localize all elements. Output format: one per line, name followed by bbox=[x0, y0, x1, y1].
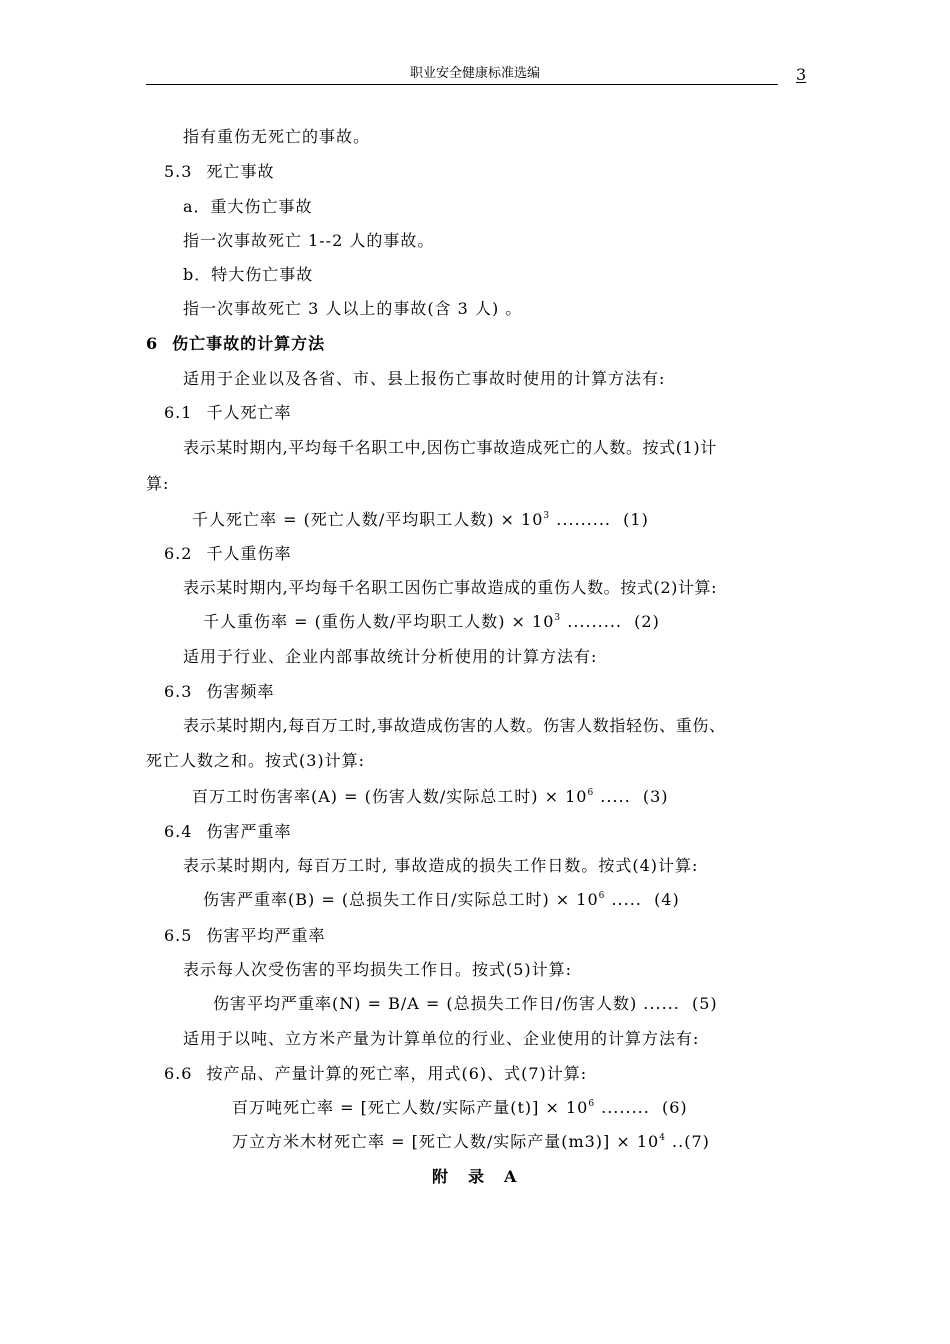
formula-exponent: 6 bbox=[588, 1099, 596, 1109]
section-number: 6.6 bbox=[164, 1064, 193, 1083]
section-heading-5-3 bbox=[164, 161, 274, 183]
section-heading-6-6 bbox=[164, 1063, 587, 1085]
list-item-b: b．特大伤亡事故 bbox=[183, 265, 314, 284]
section-heading-6 bbox=[146, 333, 325, 355]
formula-number: ..... (4) bbox=[605, 890, 680, 909]
formula-4 bbox=[203, 889, 680, 911]
list-item-a: a．重大伤亡事故 bbox=[183, 197, 313, 216]
section-title: 伤害频率 bbox=[206, 682, 275, 701]
formula-5: 伤害平均严重率(N) = B/A = (总损失工作日/伤害人数) ...... (5) bbox=[213, 994, 718, 1013]
header-rule bbox=[146, 84, 778, 85]
formula-body: 百万工时伤害率(A) = (伤害人数/实际总工时) × 10 bbox=[192, 787, 588, 806]
section-number: 6.4 bbox=[164, 822, 193, 841]
formula-3 bbox=[192, 786, 669, 808]
formula-exponent: 3 bbox=[554, 613, 562, 623]
section-number: 6.5 bbox=[164, 926, 193, 945]
section-heading-6-1 bbox=[164, 402, 291, 424]
text-line: 适用于企业以及各省、市、县上报伤亡事故时使用的计算方法有: bbox=[183, 369, 666, 388]
text-line: 死亡人数之和。按式(3)计算: bbox=[146, 751, 366, 770]
formula-exponent: 4 bbox=[659, 1133, 666, 1143]
section-title: 千人重伤率 bbox=[206, 544, 292, 563]
formula-7 bbox=[232, 1131, 710, 1153]
text-line: 指有重伤无死亡的事故。 bbox=[183, 127, 371, 146]
formula-exponent: 3 bbox=[543, 511, 551, 521]
appendix-letter: A bbox=[504, 1167, 517, 1186]
formula-body: 伤害严重率(B) = (总损失工作日/实际总工时) × 10 bbox=[203, 890, 599, 909]
appendix-heading bbox=[432, 1166, 516, 1188]
text-line: 指一次事故死亡 3 人以上的事故(含 3 人) 。 bbox=[183, 299, 523, 318]
section-number: 6.2 bbox=[164, 544, 193, 563]
section-heading-6-5 bbox=[164, 925, 325, 947]
section-title: 伤害平均严重率 bbox=[206, 926, 326, 945]
section-number: 6.3 bbox=[164, 682, 193, 701]
section-title: 死亡事故 bbox=[206, 162, 275, 181]
formula-body: 千人重伤率 = (重伤人数/平均职工人数) × 10 bbox=[203, 612, 555, 631]
section-title: 伤亡事故的计算方法 bbox=[172, 334, 326, 353]
formula-exponent: 6 bbox=[598, 891, 606, 901]
formula-body: 万立方米木材死亡率 = [死亡人数/实际产量(m3)] × 10 bbox=[232, 1132, 660, 1151]
text-line: 表示某时期内,平均每千名职工因伤亡事故造成的重伤人数。按式(2)计算: bbox=[183, 578, 718, 597]
appendix-char: 附 bbox=[432, 1167, 449, 1186]
formula-6 bbox=[232, 1097, 688, 1119]
text-line: 适用于行业、企业内部事故统计分析使用的计算方法有: bbox=[183, 647, 598, 666]
section-title: 伤害严重率 bbox=[206, 822, 292, 841]
formula-number: ........ (6) bbox=[595, 1098, 688, 1117]
formula-number: ..(7) bbox=[665, 1132, 710, 1151]
section-number: 6 bbox=[146, 334, 159, 353]
formula-body: 百万吨死亡率 = [死亡人数/实际产量(t)] × 10 bbox=[232, 1098, 589, 1117]
section-title: 千人死亡率 bbox=[206, 403, 292, 422]
text-line: 适用于以吨、立方米产量为计算单位的行业、企业使用的计算方法有: bbox=[183, 1029, 700, 1048]
page-number: 3 bbox=[796, 65, 807, 84]
section-heading-6-3 bbox=[164, 681, 274, 703]
section-number: 6.1 bbox=[164, 403, 193, 422]
formula-number: ......... (2) bbox=[561, 612, 660, 631]
formula-number: ......... (1) bbox=[550, 510, 649, 529]
section-heading-6-4 bbox=[164, 821, 291, 843]
section-title: 按产品、产量计算的死亡率，用式(6)、式(7)计算: bbox=[206, 1064, 588, 1083]
formula-1 bbox=[192, 509, 649, 531]
text-line: 表示某时期内, 每百万工时, 事故造成的损失工作日数。按式(4)计算: bbox=[183, 856, 699, 875]
formula-exponent: 6 bbox=[587, 788, 595, 798]
formula-body: 千人死亡率 = (死亡人数/平均职工人数) × 10 bbox=[192, 510, 544, 529]
text-line: 指一次事故死亡 1--2 人的事故。 bbox=[183, 231, 435, 250]
text-line: 算: bbox=[146, 474, 170, 493]
text-line: 表示某时期内,每百万工时,事故造成伤害的人数。伤害人数指轻伤、重伤、 bbox=[183, 716, 726, 735]
formula-2 bbox=[203, 611, 660, 633]
text-line: 表示某时期内,平均每千名职工中,因伤亡事故造成死亡的人数。按式(1)计 bbox=[183, 438, 717, 457]
formula-number: ..... (3) bbox=[594, 787, 669, 806]
running-header-title: 职业安全健康标准选编 bbox=[409, 66, 540, 81]
appendix-char: 录 bbox=[468, 1167, 485, 1186]
section-number: 5.3 bbox=[164, 162, 193, 181]
section-heading-6-2 bbox=[164, 543, 291, 565]
text-line: 表示每人次受伤害的平均损失工作日。按式(5)计算: bbox=[183, 960, 573, 979]
